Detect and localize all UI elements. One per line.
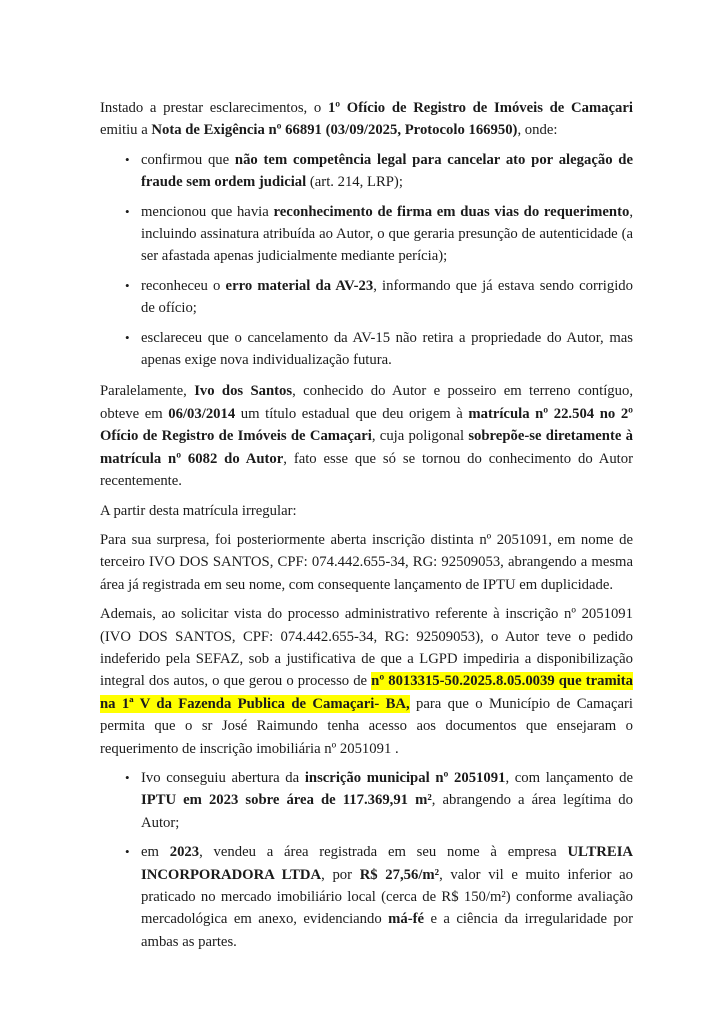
intro-paragraph [100, 97, 633, 142]
bold-text-run: inscrição municipal nº 2051091 [304, 769, 506, 786]
bold-text-run: matrícula nº 22.504 no 2º Ofício de Registro de Imóveis de Camaçari [100, 405, 634, 445]
text-run: emitiu a [100, 122, 152, 139]
bold-text-run: erro material da AV-23 [225, 277, 374, 294]
text-run: , conhecido do Autor e posseiro em terreno contíguo, obteve em [100, 383, 633, 422]
list-item [100, 201, 633, 268]
bold-text-run: sobrepõe-se diretamente à matrícula nº 6082 do Autor [100, 428, 633, 467]
text-run: , informando que já estava sendo corrigido de ofício; [141, 277, 633, 317]
text-run: Instado a prestar esclarecimentos, o [100, 100, 328, 116]
bold-text-run: Nota de Exigência nº 66891 (03/09/2025, Protocolo 166950) [151, 122, 518, 139]
text-run: Ivo conseguiu abertura da [141, 769, 305, 786]
document-content [100, 97, 633, 960]
bold-text-run: não tem competência legal para cancelar ato por alegação de fraude sem ordem judicial [141, 151, 633, 191]
text-run: reconheceu o [141, 277, 226, 294]
ademais-paragraph [100, 603, 633, 760]
matricula-irregular-lead [100, 500, 633, 522]
bold-text-run: IPTU em 2023 sobre área de 117.369,91 m² [141, 792, 432, 809]
list-item [100, 841, 633, 953]
bold-text-run: má-fé [388, 911, 425, 928]
text-run: , vendeu a área registrada em seu nome à empresa [199, 844, 568, 861]
text-run: confirmou que [141, 151, 235, 168]
text-run: , onde: [517, 122, 558, 139]
bold-text-run: reconhecimento de firma em duas vias do requerimento [273, 203, 630, 220]
text-run: A partir desta matrícula irregular: [100, 502, 297, 519]
text-run: , valor vil e muito inferior ao praticado no mercado imobiliário local (cerca de R$ 150/m²) conforme avaliação mercadológica em anexo, evidenciando [141, 866, 634, 928]
list-item [100, 149, 633, 194]
text-run: um título estadual que deu origem à [235, 405, 469, 422]
text-run: para que o Município de Camaçari permita que o sr José Raimundo tenha acesso aos documentos que ensejaram o requerimento de inscrição imobiliária nº 2051091 . [100, 695, 633, 757]
text-run: esclareceu que o cancelamento da AV-15 não retira a propriedade do Autor, mas apenas exige nova individualização futura. [141, 329, 633, 369]
bold-text-run: 2023 [169, 844, 200, 861]
text-run: Para sua surpresa, foi posteriormente aberta inscrição distinta nº 2051091, em nome de terceiro IVO DOS SANTOS, CPF: 074.442.655-34, RG: 92509053, abrangendo a mesma área já registrada em seu nome, com consequente lançamento de IPTU em duplicidade. [100, 531, 633, 593]
text-run: , por [321, 866, 360, 883]
bold-text-run: ULTREIA INCORPORADORA LTDA [141, 844, 634, 883]
bold-text-run: 06/03/2014 [168, 405, 236, 422]
text-run: e a ciência da irregularidade por ambas as partes. [141, 911, 633, 950]
list-item [100, 327, 633, 372]
paralelamente-paragraph [100, 380, 633, 492]
text-run: mencionou que havia [141, 203, 274, 220]
text-run: , fato esse que só se tornou do conhecimento do Autor recentemente. [100, 450, 633, 490]
bold-text-run: R$ 27,56/m² [359, 866, 440, 883]
consequencias-list [100, 767, 633, 953]
text-run: , cuja poligonal [371, 428, 469, 445]
bold-text-run: Ivo dos Santos [194, 383, 293, 400]
bold-text-run: 1º Ofício de Registro de Imóveis de Camaçari [327, 100, 633, 116]
list-item [100, 275, 633, 320]
inscricao-distinta-paragraph [100, 529, 633, 596]
list-item [100, 767, 633, 834]
text-run: Ademais, ao solicitar vista do processo administrativo referente à inscrição nº 2051091 (IVO DOS SANTOS, CPF: 074.442.655-34, RG: 92509053), o Autor teve o pedido indeferido pela SEFAZ, sob a justificativa de que a LGPD impediria a disponibilização integral dos autos, o que gerou o processo de [100, 606, 633, 690]
text-run: , abrangendo a área legítima do Autor; [141, 792, 633, 831]
nota-exigencia-list [100, 149, 633, 372]
text-run: (art. 214, LRP); [306, 174, 403, 191]
text-run: Paralelamente, [100, 383, 195, 400]
text-run: , incluindo assinatura atribuída ao Autor, o que geraria presunção de autenticidade (a ser afastada apenas judicialmente mediante perícia); [141, 203, 633, 265]
text-run: , com lançamento de [505, 769, 633, 786]
highlighted-text: nº 8013315-50.2025.8.05.0039 que tramita na 1ª V da Fazenda Publica de Camaçari- BA, [100, 673, 633, 712]
text-run: em [141, 844, 170, 861]
